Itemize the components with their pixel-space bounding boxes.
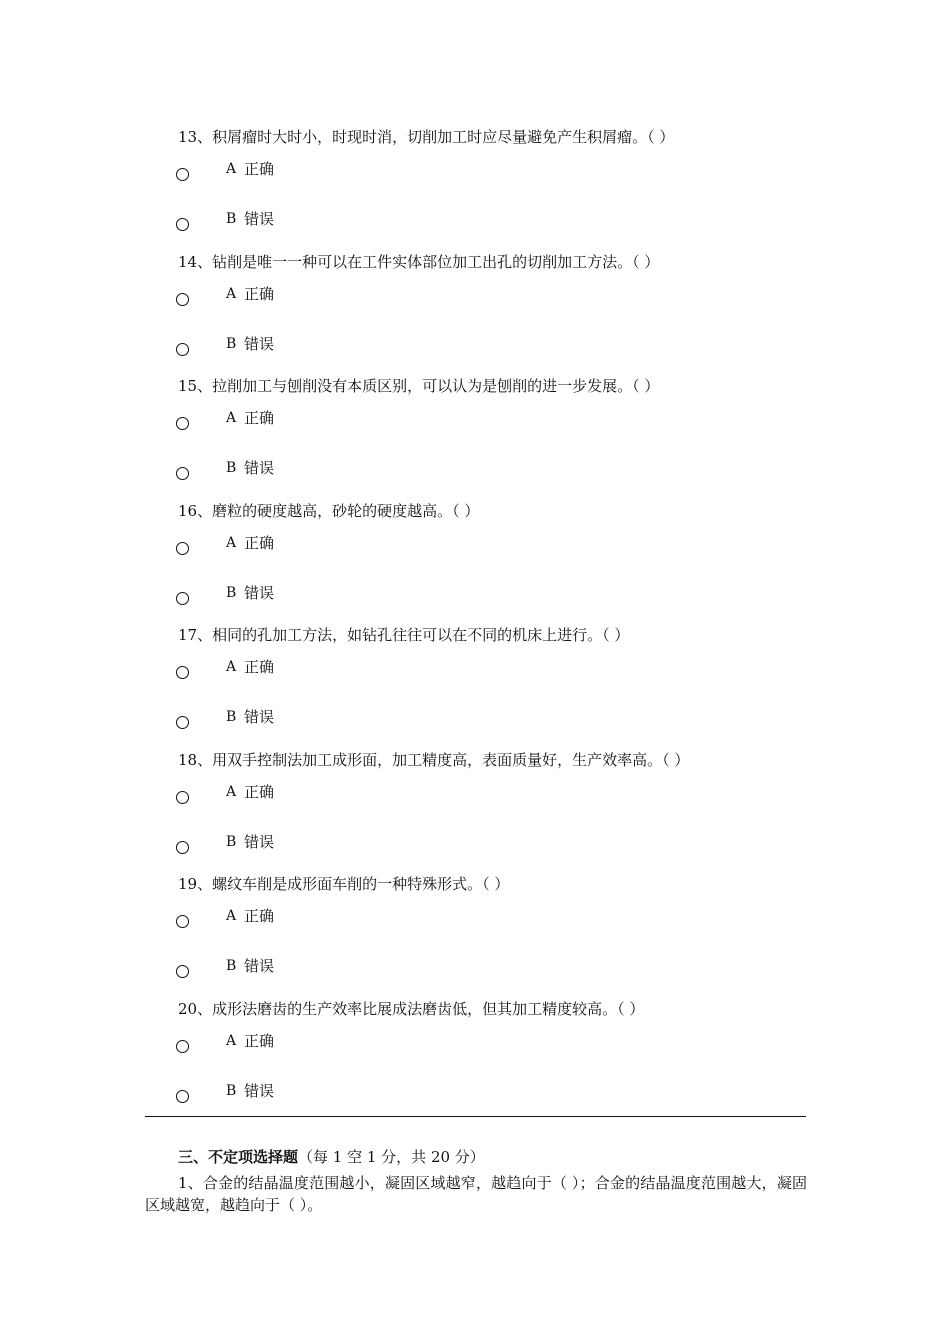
option-letter: A xyxy=(226,1033,237,1049)
option-label: 错误 xyxy=(244,957,275,975)
radio-button[interactable] xyxy=(176,716,189,729)
option-letter: B xyxy=(226,834,237,850)
option-label: 正确 xyxy=(244,907,275,925)
section-heading xyxy=(178,1147,485,1167)
option-label: 正确 xyxy=(244,1032,275,1050)
option-20-a[interactable] xyxy=(176,1032,476,1056)
option-letter: B xyxy=(226,958,237,974)
radio-button[interactable] xyxy=(176,168,189,181)
option-15-a[interactable] xyxy=(176,409,476,433)
option-label: 正确 xyxy=(244,160,275,178)
question-3-1: 1、合金的结晶温度范围越小，凝固区域越窄，越趋向于（ ）；合金的结晶温度范围越大，凝固区域越宽，越趋向于（ ）。 xyxy=(145,1174,807,1214)
option-letter: B xyxy=(226,460,237,476)
option-letter: A xyxy=(226,410,237,426)
radio-button[interactable] xyxy=(176,791,189,804)
option-letter: A xyxy=(226,908,237,924)
radio-button[interactable] xyxy=(176,1040,189,1053)
option-label: 错误 xyxy=(244,833,275,851)
question-15: 15、拉削加工与刨削没有本质区别，可以认为是刨削的进一步发展。（ ） xyxy=(178,377,660,395)
question-19: 19、螺纹车削是成形面车削的一种特殊形式。（ ） xyxy=(178,875,510,893)
question-16: 16、磨粒的硬度越高，砂轮的硬度越高。（ ） xyxy=(178,502,480,520)
question-20: 20、成形法磨齿的生产效率比展成法磨齿低，但其加工精度较高。（ ） xyxy=(178,1000,645,1018)
option-label: 正确 xyxy=(244,783,275,801)
option-19-a[interactable] xyxy=(176,907,476,931)
radio-button[interactable] xyxy=(176,293,189,306)
question-14: 14、钻削是唯一一种可以在工件实体部位加工出孔的切削加工方法。（ ） xyxy=(178,253,660,271)
option-18-a[interactable] xyxy=(176,783,476,807)
option-letter: A xyxy=(226,286,237,302)
option-label: 错误 xyxy=(244,335,275,353)
question-17: 17、相同的孔加工方法，如钻孔往往可以在不同的机床上进行。（ ） xyxy=(178,626,630,644)
option-19-b[interactable] xyxy=(176,957,476,981)
option-label: 错误 xyxy=(244,459,275,477)
option-label: 正确 xyxy=(244,285,275,303)
option-label: 正确 xyxy=(244,534,275,552)
option-letter: B xyxy=(226,336,237,352)
radio-button[interactable] xyxy=(176,841,189,854)
option-letter: B xyxy=(226,211,237,227)
option-17-b[interactable] xyxy=(176,708,476,732)
radio-button[interactable] xyxy=(176,915,189,928)
option-16-a[interactable] xyxy=(176,534,476,558)
section-divider xyxy=(145,1116,806,1117)
option-14-a[interactable] xyxy=(176,285,476,309)
radio-button[interactable] xyxy=(176,467,189,480)
option-20-b[interactable] xyxy=(176,1082,476,1106)
radio-button[interactable] xyxy=(176,417,189,430)
option-16-b[interactable] xyxy=(176,584,476,608)
section-score-note: （每 1 空 1 分，共 20 分） xyxy=(298,1148,485,1166)
option-letter: A xyxy=(226,784,237,800)
radio-button[interactable] xyxy=(176,542,189,555)
option-13-b[interactable] xyxy=(176,210,476,234)
question-13: 13、积屑瘤时大时小，时现时消，切削加工时应尽量避免产生积屑瘤。（ ） xyxy=(178,128,675,146)
option-letter: B xyxy=(226,709,237,725)
option-letter: A xyxy=(226,659,237,675)
radio-button[interactable] xyxy=(176,965,189,978)
option-18-b[interactable] xyxy=(176,833,476,857)
option-14-b[interactable] xyxy=(176,335,476,359)
radio-button[interactable] xyxy=(176,343,189,356)
radio-button[interactable] xyxy=(176,666,189,679)
option-15-b[interactable] xyxy=(176,459,476,483)
section-title: 三、不定项选择题 xyxy=(178,1148,299,1166)
radio-button[interactable] xyxy=(176,592,189,605)
option-label: 错误 xyxy=(244,584,275,602)
option-label: 正确 xyxy=(244,658,275,676)
option-letter: A xyxy=(226,535,237,551)
option-label: 正确 xyxy=(244,409,275,427)
radio-button[interactable] xyxy=(176,1090,189,1103)
option-label: 错误 xyxy=(244,210,275,228)
option-17-a[interactable] xyxy=(176,658,476,682)
radio-button[interactable] xyxy=(176,218,189,231)
option-13-a[interactable] xyxy=(176,160,476,184)
option-label: 错误 xyxy=(244,708,275,726)
question-18: 18、用双手控制法加工成形面，加工精度高，表面质量好，生产效率高。（ ） xyxy=(178,751,690,769)
option-letter: B xyxy=(226,585,237,601)
option-label: 错误 xyxy=(244,1082,275,1100)
option-letter: A xyxy=(226,161,237,177)
option-letter: B xyxy=(226,1083,237,1099)
